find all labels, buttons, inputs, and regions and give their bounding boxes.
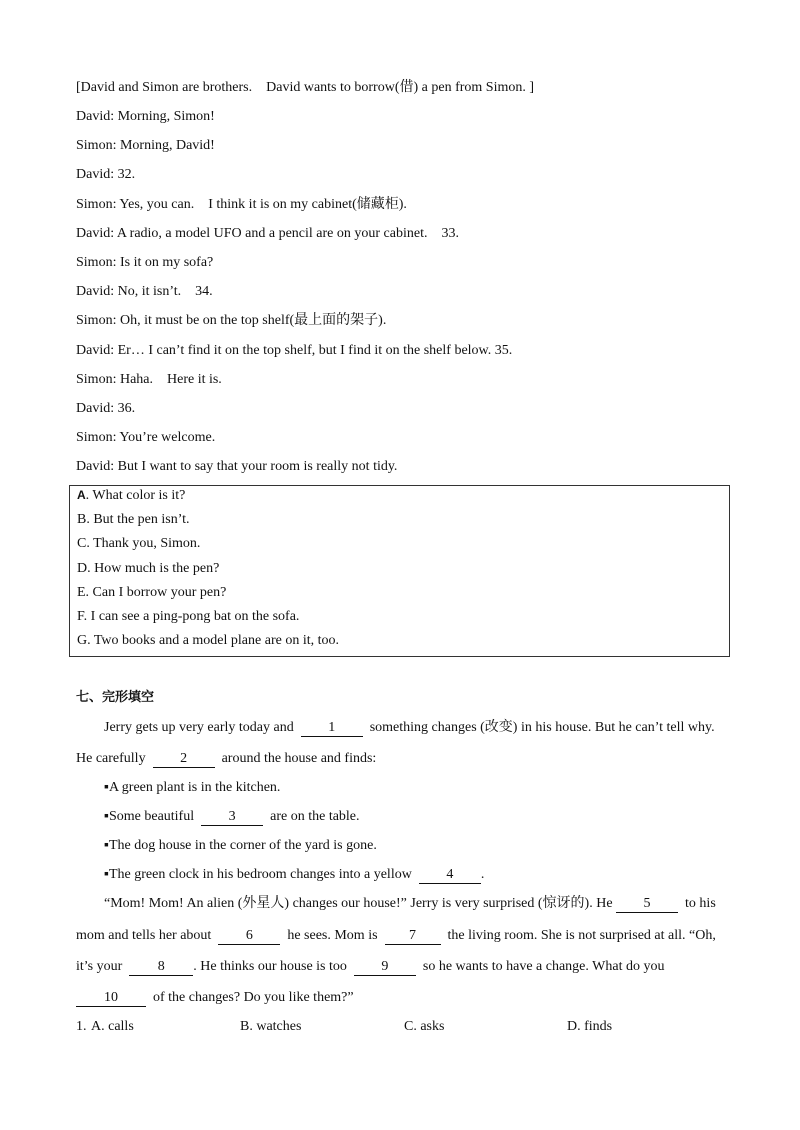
dialogue-line: David: Morning, Simon! (76, 109, 215, 124)
dialogue-line: David: 36. (76, 401, 136, 416)
cloze-text: ▪Some beautiful (104, 809, 195, 824)
blank-3: 3 (201, 809, 263, 826)
cloze-text: to his (685, 896, 716, 911)
dialogue-intro: [David and Simon are brothers. David wants to borrow(借) a pen from Simon. ] (76, 80, 535, 95)
cloze-line-5 (76, 958, 664, 976)
blank-9: 9 (354, 959, 416, 976)
dialogue-line: David: 32. (76, 167, 136, 182)
cloze-text: it’s your (76, 959, 123, 974)
dialogue-line: Simon: Morning, David! (76, 138, 215, 153)
blank-7: 7 (385, 928, 441, 945)
question-1-choice-c: C. asks (404, 1019, 445, 1034)
blank-5: 5 (616, 896, 678, 913)
cloze-text: of the changes? Do you like them?” (153, 990, 354, 1005)
cloze-text: the living room. She is not surprised at all. “Oh, (447, 928, 716, 943)
cloze-text: he sees. Mom is (287, 928, 378, 943)
option-c: C. Thank you, Simon. (77, 536, 201, 551)
option-g: G. Two books and a model plane are on it, too. (77, 633, 339, 648)
option-a-letter: A (77, 488, 86, 502)
cloze-bullet-4 (104, 866, 484, 884)
dialogue-line: David: No, it isn’t. 34. (76, 284, 213, 299)
option-f: F. I can see a ping-pong bat on the sofa. (77, 609, 300, 624)
dialogue-line: Simon: You’re welcome. (76, 430, 216, 445)
cloze-text: . (480, 867, 485, 882)
cloze-line-1 (104, 719, 715, 737)
question-1-choice-d: D. finds (567, 1019, 613, 1034)
option-a (77, 486, 185, 505)
cloze-bullet-2 (104, 808, 360, 826)
cloze-line-6 (76, 989, 354, 1007)
cloze-text: . He thinks our house is too (193, 959, 347, 974)
dialogue-line: David: Er… I can’t find it on the top shelf, but I find it on the shelf below. 35. (76, 343, 513, 358)
dialogue-line: David: A radio, a model UFO and a pencil are on your cabinet. 33. (76, 226, 459, 241)
question-1-number: 1. (76, 1019, 87, 1034)
options-box (69, 485, 730, 657)
blank-1: 1 (301, 720, 363, 737)
question-1-choice-a: A. calls (91, 1019, 134, 1034)
blank-2: 2 (153, 751, 215, 768)
cloze-line-4 (76, 927, 716, 945)
option-d: D. How much is the pen? (77, 561, 220, 576)
cloze-text: around the house and finds: (221, 751, 377, 766)
cloze-line-2 (76, 750, 376, 768)
cloze-line-3 (104, 895, 716, 913)
cloze-bullet-3: ▪The dog house in the corner of the yard is gone. (104, 838, 377, 853)
cloze-text: mom and tells her about (76, 928, 212, 943)
question-1-choice-b: B. watches (240, 1019, 302, 1034)
cloze-text: Jerry gets up very early today and (104, 720, 294, 735)
dialogue-line: Simon: Is it on my sofa? (76, 255, 214, 270)
section-title: 七、完形填空 (76, 690, 155, 705)
blank-6: 6 (218, 928, 280, 945)
option-a-text: . What color is it? (85, 488, 186, 503)
blank-4: 4 (419, 867, 481, 884)
dialogue-line: Simon: Oh, it must be on the top shelf(最上面的架子). (76, 313, 387, 328)
option-b: B. But the pen isn’t. (77, 512, 190, 527)
option-e: E. Can I borrow your pen? (77, 585, 227, 600)
cloze-text: He carefully (76, 751, 146, 766)
dialogue-line: David: But I want to say that your room is really not tidy. (76, 459, 398, 474)
dialogue-line: Simon: Haha. Here it is. (76, 372, 222, 387)
blank-8: 8 (129, 959, 193, 976)
blank-10: 10 (76, 990, 146, 1007)
cloze-text: are on the table. (270, 809, 360, 824)
cloze-bullet-1: ▪A green plant is in the kitchen. (104, 780, 281, 795)
dialogue-line: Simon: Yes, you can. I think it is on my cabinet(储藏柜). (76, 197, 407, 212)
cloze-text: so he wants to have a change. What do you (422, 959, 665, 974)
cloze-text: ▪The green clock in his bedroom changes into a yellow (104, 867, 412, 882)
cloze-text: something changes (改变) in his house. But he can’t tell why. (369, 720, 715, 735)
cloze-text: “Mom! Mom! An alien (外星人) changes our house!” Jerry is very surprised (惊讶的). He (104, 896, 613, 911)
